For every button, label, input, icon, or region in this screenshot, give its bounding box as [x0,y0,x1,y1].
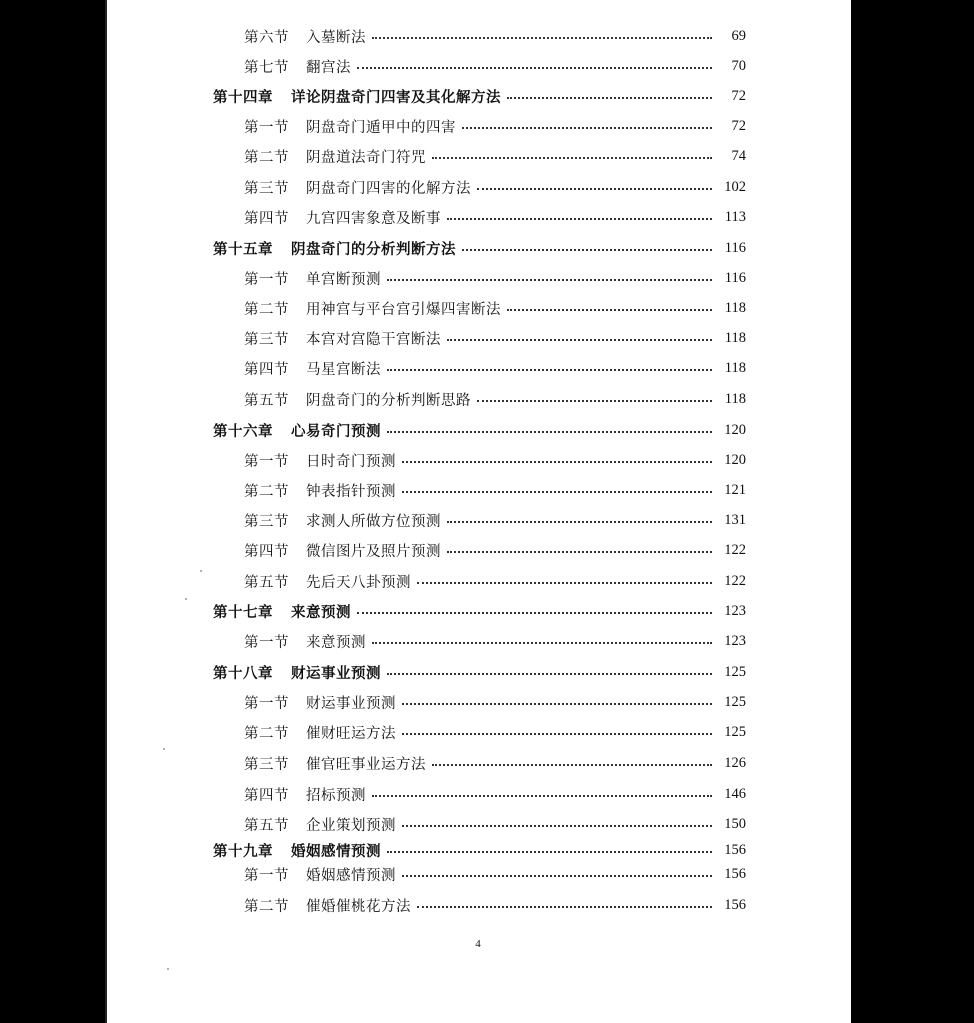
chapter-title: 财运事业预测 [291,664,381,682]
toc-section-entry[interactable] [244,356,746,380]
toc-page-number: 131 [724,511,746,528]
toc-page-number: 125 [724,693,746,710]
leader-dots [417,906,712,908]
toc-page-number: 123 [724,632,746,649]
section-title: 用神宫与平台宫引爆四害断法 [306,301,501,318]
section-number: 第五节 [244,574,289,591]
leader-dots [402,733,712,735]
section-title: 催婚催桃花方法 [306,898,411,915]
toc-page-number: 118 [724,359,746,376]
chapter-title: 心易奇门预测 [291,422,381,440]
toc-chapter-entry[interactable] [213,660,746,684]
section-title: 入墓断法 [306,29,366,46]
toc-section-entry[interactable] [244,326,746,350]
section-number: 第一节 [244,634,289,651]
section-number: 第四节 [244,210,289,227]
toc-section-entry[interactable] [244,629,746,653]
scan-speck [163,748,165,750]
chapter-number: 第十七章 [213,603,273,621]
section-title: 微信图片及照片预测 [306,543,441,560]
leader-dots [387,279,712,281]
section-title: 本宫对宫隐干宫断法 [306,331,441,348]
section-number: 第三节 [244,180,289,197]
leader-dots [447,218,712,220]
toc-section-entry[interactable] [244,690,746,714]
toc-page-number: 70 [731,57,746,74]
section-title: 阴盘道法奇门符咒 [306,149,426,166]
toc-section-entry[interactable] [244,296,746,320]
section-number: 第五节 [244,392,289,409]
section-title: 单宫断预测 [306,271,381,288]
section-number: 第五节 [244,817,289,834]
toc-section-entry[interactable] [244,782,746,806]
toc-page-number: 74 [731,147,746,164]
toc-section-entry[interactable] [244,508,746,532]
toc-chapter-entry[interactable] [213,838,746,862]
leader-dots [507,309,712,311]
section-title: 马星宫断法 [306,361,381,378]
leader-dots [477,400,712,402]
leader-dots [387,673,712,675]
section-title: 婚姻感情预测 [306,867,396,884]
toc-page-number: 118 [724,390,746,407]
section-title: 求测人所做方位预测 [306,513,441,530]
section-number: 第四节 [244,787,289,804]
toc-section-entry[interactable] [244,205,746,229]
toc-section-entry[interactable] [244,266,746,290]
toc-page-number: 72 [731,117,746,134]
toc-section-entry[interactable] [244,175,746,199]
leader-dots [402,461,712,463]
toc-page-number: 120 [724,421,746,438]
section-title: 企业策划预测 [306,817,396,834]
toc-chapter-entry[interactable] [213,84,746,108]
toc-chapter-entry[interactable] [213,599,746,623]
page-number: 4 [475,938,481,950]
leader-dots [372,37,712,39]
chapter-title: 婚姻感情预测 [291,842,381,860]
leader-dots [387,369,712,371]
section-number: 第六节 [244,29,289,46]
section-title: 翻宫法 [306,59,351,76]
toc-page-number: 156 [724,896,746,913]
toc-page-number: 113 [724,208,746,225]
scan-speck [167,968,169,970]
toc-page-number: 116 [724,239,746,256]
leader-dots [447,339,712,341]
toc-page-number: 122 [724,572,746,589]
scan-speck [185,598,187,600]
toc-section-entry[interactable] [244,538,746,562]
toc-section-entry[interactable] [244,569,746,593]
section-title: 阴盘奇门的分析判断思路 [306,392,471,409]
toc-section-entry[interactable] [244,144,746,168]
section-title: 日时奇门预测 [306,453,396,470]
toc-section-entry[interactable] [244,24,746,48]
toc-page-number: 72 [731,87,746,104]
chapter-title: 详论阴盘奇门四害及其化解方法 [291,88,501,106]
table-of-contents [105,0,851,1023]
section-title: 招标预测 [306,787,366,804]
chapter-title: 来意预测 [291,603,351,621]
leader-dots [447,521,712,523]
toc-chapter-entry[interactable] [213,418,746,442]
section-number: 第一节 [244,271,289,288]
section-title: 财运事业预测 [306,695,396,712]
leader-dots [447,551,712,553]
toc-page-number: 118 [724,329,746,346]
document-page [105,0,851,1023]
chapter-number: 第十四章 [213,88,273,106]
section-title: 先后天八卦预测 [306,574,411,591]
leader-dots [402,703,712,705]
section-title: 钟表指针预测 [306,483,396,500]
toc-page-number: 156 [724,865,746,882]
section-number: 第七节 [244,59,289,76]
leader-dots [462,249,712,251]
section-number: 第一节 [244,453,289,470]
leader-dots [402,825,712,827]
toc-page-number: 126 [724,754,746,771]
toc-page-number: 125 [724,663,746,680]
toc-page-number: 121 [724,481,746,498]
leader-dots [417,582,712,584]
section-number: 第一节 [244,119,289,136]
leader-dots [432,157,712,159]
toc-page-number: 118 [724,299,746,316]
toc-page-number: 122 [724,541,746,558]
toc-section-entry[interactable] [244,720,746,744]
section-number: 第一节 [244,867,289,884]
chapter-title: 阴盘奇门的分析判断方法 [291,240,456,258]
leader-dots [477,188,712,190]
section-number: 第一节 [244,695,289,712]
toc-page-number: 69 [731,27,746,44]
section-number: 第二节 [244,149,289,166]
toc-section-entry[interactable] [244,54,746,78]
section-title: 来意预测 [306,634,366,651]
leader-dots [432,764,712,766]
toc-section-entry[interactable] [244,812,746,836]
toc-chapter-entry[interactable] [213,236,746,260]
toc-section-entry[interactable] [244,387,746,411]
section-number: 第二节 [244,483,289,500]
toc-section-entry[interactable] [244,862,746,886]
section-number: 第二节 [244,301,289,318]
toc-section-entry[interactable] [244,478,746,502]
toc-section-entry[interactable] [244,893,746,917]
section-title: 阴盘奇门四害的化解方法 [306,180,471,197]
toc-page-number: 123 [724,602,746,619]
toc-section-entry[interactable] [244,448,746,472]
toc-page-number: 125 [724,723,746,740]
scan-speck [200,570,202,572]
leader-dots [387,851,712,853]
toc-page-number: 146 [724,785,746,802]
leader-dots [402,875,712,877]
toc-page-number: 156 [724,841,746,858]
section-title: 催官旺事业运方法 [306,756,426,773]
leader-dots [387,431,712,433]
leader-dots [372,642,712,644]
chapter-number: 第十五章 [213,240,273,258]
section-title: 阴盘奇门遁甲中的四害 [306,119,456,136]
section-number: 第四节 [244,361,289,378]
toc-page-number: 102 [724,178,746,195]
chapter-number: 第十九章 [213,842,273,860]
section-number: 第三节 [244,331,289,348]
leader-dots [462,127,712,129]
chapter-number: 第十八章 [213,664,273,682]
section-number: 第二节 [244,898,289,915]
leader-dots [507,97,712,99]
toc-page-number: 150 [724,815,746,832]
toc-page-number: 116 [724,269,746,286]
section-number: 第二节 [244,725,289,742]
leader-dots [357,612,712,614]
section-number: 第四节 [244,543,289,560]
toc-section-entry[interactable] [244,751,746,775]
leader-dots [402,491,712,493]
section-number: 第三节 [244,513,289,530]
section-number: 第三节 [244,756,289,773]
leader-dots [372,795,712,797]
section-title: 九宫四害象意及断事 [306,210,441,227]
section-title: 催财旺运方法 [306,725,396,742]
leader-dots [357,67,712,69]
chapter-number: 第十六章 [213,422,273,440]
toc-page-number: 120 [724,451,746,468]
toc-section-entry[interactable] [244,114,746,138]
